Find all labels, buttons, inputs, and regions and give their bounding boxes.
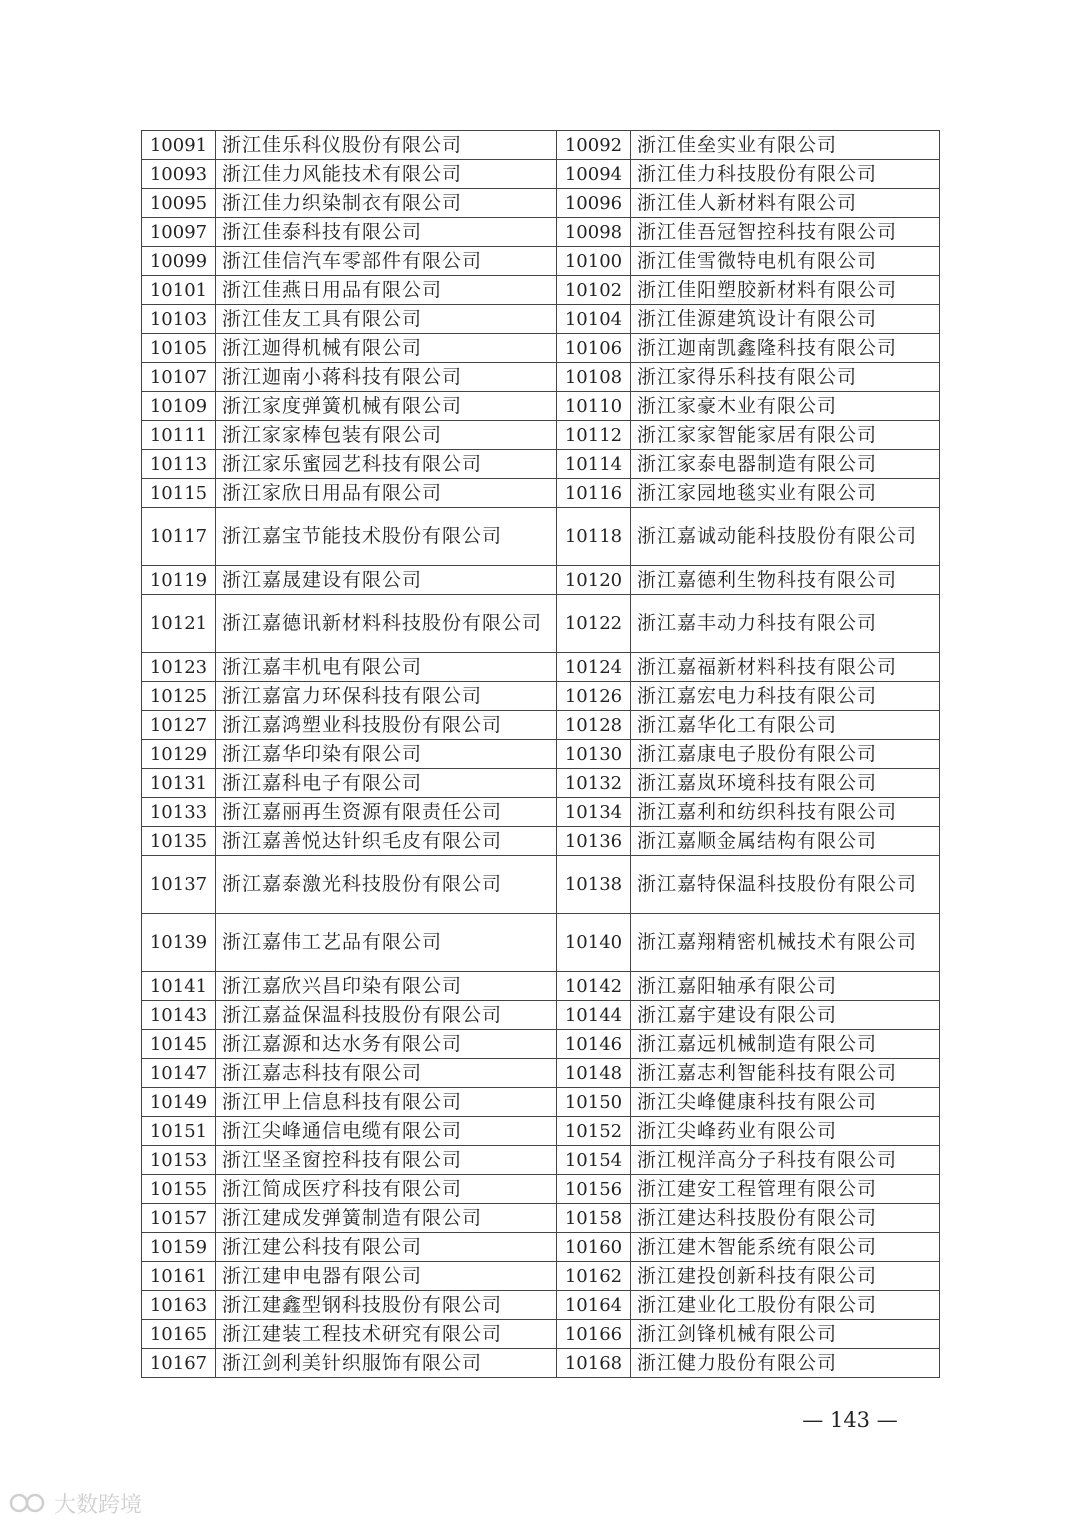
entry-number: 10164	[557, 1291, 631, 1320]
table-row	[142, 363, 940, 392]
entry-number: 10107	[142, 363, 216, 392]
table-row	[142, 1291, 940, 1320]
company-name: 浙江嘉泰激光科技股份有限公司	[216, 856, 557, 914]
company-name: 浙江建鑫型钢科技股份有限公司	[216, 1291, 557, 1320]
entry-number: 10100	[557, 247, 631, 276]
company-name: 浙江建木智能系统有限公司	[631, 1233, 940, 1262]
entry-number: 10110	[557, 392, 631, 421]
company-name: 浙江建装工程技术研究有限公司	[216, 1320, 557, 1349]
entry-number: 10093	[142, 160, 216, 189]
company-name: 浙江嘉德利生物科技有限公司	[631, 566, 940, 595]
entry-number: 10097	[142, 218, 216, 247]
company-name: 浙江家度弹簧机械有限公司	[216, 392, 557, 421]
company-name: 浙江嘉丰动力科技有限公司	[631, 595, 940, 653]
company-list-table	[141, 130, 940, 1378]
table-row	[142, 798, 940, 827]
table-row	[142, 479, 940, 508]
company-name: 浙江佳信汽车零部件有限公司	[216, 247, 557, 276]
company-name: 浙江建业化工股份有限公司	[631, 1291, 940, 1320]
company-name: 浙江佳燕日用品有限公司	[216, 276, 557, 305]
table-body	[142, 131, 940, 1378]
company-name: 浙江嘉志利智能科技有限公司	[631, 1059, 940, 1088]
table-row	[142, 1117, 940, 1146]
entry-number: 10166	[557, 1320, 631, 1349]
company-name: 浙江家得乐科技有限公司	[631, 363, 940, 392]
entry-number: 10150	[557, 1088, 631, 1117]
entry-number: 10116	[557, 479, 631, 508]
table-row	[142, 1262, 940, 1291]
entry-number: 10130	[557, 740, 631, 769]
entry-number: 10105	[142, 334, 216, 363]
entry-number: 10092	[557, 131, 631, 160]
table-row	[142, 1349, 940, 1378]
company-name: 浙江嘉翔精密机械技术有限公司	[631, 914, 940, 972]
company-name: 浙江建申电器有限公司	[216, 1262, 557, 1291]
entry-number: 10117	[142, 508, 216, 566]
company-name: 浙江尖峰药业有限公司	[631, 1117, 940, 1146]
company-name: 浙江建安工程管理有限公司	[631, 1175, 940, 1204]
watermark	[8, 1488, 142, 1518]
table-row	[142, 1233, 940, 1262]
company-name: 浙江嘉宝节能技术股份有限公司	[216, 508, 557, 566]
table-row	[142, 566, 940, 595]
company-name: 浙江健力股份有限公司	[631, 1349, 940, 1378]
entry-number: 10141	[142, 972, 216, 1001]
company-name: 浙江佳力科技股份有限公司	[631, 160, 940, 189]
entry-number: 10135	[142, 827, 216, 856]
company-name: 浙江坚圣窗控科技有限公司	[216, 1146, 557, 1175]
entry-number: 10095	[142, 189, 216, 218]
company-name: 浙江佳力风能技术有限公司	[216, 160, 557, 189]
entry-number: 10167	[142, 1349, 216, 1378]
company-name: 浙江家园地毯实业有限公司	[631, 479, 940, 508]
entry-number: 10120	[557, 566, 631, 595]
table-row	[142, 769, 940, 798]
company-name: 浙江嘉顺金属结构有限公司	[631, 827, 940, 856]
entry-number: 10148	[557, 1059, 631, 1088]
company-name: 浙江家家智能家居有限公司	[631, 421, 940, 450]
company-name: 浙江建投创新科技有限公司	[631, 1262, 940, 1291]
company-name: 浙江嘉鸿塑业科技股份有限公司	[216, 711, 557, 740]
entry-number: 10122	[557, 595, 631, 653]
company-name: 浙江嘉益保温科技股份有限公司	[216, 1001, 557, 1030]
company-name: 浙江佳源建筑设计有限公司	[631, 305, 940, 334]
table-row	[142, 1088, 940, 1117]
company-name: 浙江嘉科电子有限公司	[216, 769, 557, 798]
company-name: 浙江佳友工具有限公司	[216, 305, 557, 334]
table-row	[142, 247, 940, 276]
page-number: — 143 —	[802, 1408, 898, 1432]
company-name: 浙江剑利美针织服饰有限公司	[216, 1349, 557, 1378]
table-row	[142, 827, 940, 856]
company-name: 浙江嘉康电子股份有限公司	[631, 740, 940, 769]
entry-number: 10136	[557, 827, 631, 856]
table-row	[142, 740, 940, 769]
entry-number: 10112	[557, 421, 631, 450]
entry-number: 10101	[142, 276, 216, 305]
entry-number: 10115	[142, 479, 216, 508]
entry-number: 10140	[557, 914, 631, 972]
company-name: 浙江枧洋高分子科技有限公司	[631, 1146, 940, 1175]
company-name: 浙江建成发弹簧制造有限公司	[216, 1204, 557, 1233]
company-name: 浙江家泰电器制造有限公司	[631, 450, 940, 479]
entry-number: 10127	[142, 711, 216, 740]
entry-number: 10138	[557, 856, 631, 914]
company-name: 浙江家乐蜜园艺科技有限公司	[216, 450, 557, 479]
company-name: 浙江佳垒实业有限公司	[631, 131, 940, 160]
entry-number: 10121	[142, 595, 216, 653]
company-name: 浙江建公科技有限公司	[216, 1233, 557, 1262]
entry-number: 10165	[142, 1320, 216, 1349]
table-row	[142, 189, 940, 218]
entry-number: 10111	[142, 421, 216, 450]
entry-number: 10149	[142, 1088, 216, 1117]
entry-number: 10109	[142, 392, 216, 421]
table-row	[142, 218, 940, 247]
company-name: 浙江佳阳塑胶新材料有限公司	[631, 276, 940, 305]
entry-number: 10157	[142, 1204, 216, 1233]
entry-number: 10126	[557, 682, 631, 711]
entry-number: 10147	[142, 1059, 216, 1088]
company-name: 浙江嘉宏电力科技有限公司	[631, 682, 940, 711]
entry-number: 10158	[557, 1204, 631, 1233]
company-name: 浙江家家棒包装有限公司	[216, 421, 557, 450]
entry-number: 10162	[557, 1262, 631, 1291]
company-name: 浙江嘉丰机电有限公司	[216, 653, 557, 682]
table-row	[142, 856, 940, 914]
entry-number: 10156	[557, 1175, 631, 1204]
table-row	[142, 914, 940, 972]
company-name: 浙江嘉富力环保科技有限公司	[216, 682, 557, 711]
company-name: 浙江嘉丽再生资源有限责任公司	[216, 798, 557, 827]
table-row	[142, 305, 940, 334]
table-row	[142, 1146, 940, 1175]
entry-number: 10134	[557, 798, 631, 827]
table-row	[142, 160, 940, 189]
table-row	[142, 392, 940, 421]
entry-number: 10098	[557, 218, 631, 247]
table-row	[142, 1059, 940, 1088]
table-row	[142, 711, 940, 740]
company-name: 浙江佳乐科仪股份有限公司	[216, 131, 557, 160]
entry-number: 10163	[142, 1291, 216, 1320]
company-name: 浙江家豪木业有限公司	[631, 392, 940, 421]
entry-number: 10114	[557, 450, 631, 479]
table-row	[142, 1204, 940, 1233]
entry-number: 10146	[557, 1030, 631, 1059]
entry-number: 10113	[142, 450, 216, 479]
entry-number: 10102	[557, 276, 631, 305]
entry-number: 10133	[142, 798, 216, 827]
entry-number: 10139	[142, 914, 216, 972]
company-name: 浙江佳泰科技有限公司	[216, 218, 557, 247]
entry-number: 10159	[142, 1233, 216, 1262]
watermark-text: 大数跨境	[54, 1492, 143, 1518]
entry-number: 10091	[142, 131, 216, 160]
company-name: 浙江迦南凯鑫隆科技有限公司	[631, 334, 940, 363]
company-name: 浙江甲上信息科技有限公司	[216, 1088, 557, 1117]
company-name: 浙江建达科技股份有限公司	[631, 1204, 940, 1233]
entry-number: 10128	[557, 711, 631, 740]
table-row	[142, 421, 940, 450]
table-row	[142, 972, 940, 1001]
entry-number: 10161	[142, 1262, 216, 1291]
table-row	[142, 1175, 940, 1204]
company-name: 浙江嘉德讯新材料科技股份有限公司	[216, 595, 557, 653]
entry-number: 10152	[557, 1117, 631, 1146]
table-row	[142, 653, 940, 682]
entry-number: 10142	[557, 972, 631, 1001]
entry-number: 10145	[142, 1030, 216, 1059]
table-row	[142, 508, 940, 566]
company-name: 浙江嘉特保温科技股份有限公司	[631, 856, 940, 914]
table-row	[142, 595, 940, 653]
company-name: 浙江迦得机械有限公司	[216, 334, 557, 363]
entry-number: 10125	[142, 682, 216, 711]
entry-number: 10155	[142, 1175, 216, 1204]
entry-number: 10160	[557, 1233, 631, 1262]
entry-number: 10118	[557, 508, 631, 566]
company-name: 浙江家欣日用品有限公司	[216, 479, 557, 508]
entry-number: 10168	[557, 1349, 631, 1378]
entry-number: 10103	[142, 305, 216, 334]
company-name: 浙江嘉华化工有限公司	[631, 711, 940, 740]
company-name: 浙江嘉福新材料科技有限公司	[631, 653, 940, 682]
company-name: 浙江嘉晟建设有限公司	[216, 566, 557, 595]
entry-number: 10131	[142, 769, 216, 798]
company-name: 浙江简成医疗科技有限公司	[216, 1175, 557, 1204]
ring-logo-icon	[8, 1490, 48, 1516]
company-name: 浙江佳力织染制衣有限公司	[216, 189, 557, 218]
company-name: 浙江迦南小蒋科技有限公司	[216, 363, 557, 392]
company-name: 浙江佳人新材料有限公司	[631, 189, 940, 218]
entry-number: 10132	[557, 769, 631, 798]
company-name: 浙江嘉诚动能科技股份有限公司	[631, 508, 940, 566]
table-row	[142, 1320, 940, 1349]
company-name: 浙江嘉志科技有限公司	[216, 1059, 557, 1088]
company-name: 浙江尖峰健康科技有限公司	[631, 1088, 940, 1117]
table-row	[142, 450, 940, 479]
entry-number: 10104	[557, 305, 631, 334]
company-name: 浙江佳雪微特电机有限公司	[631, 247, 940, 276]
entry-number: 10099	[142, 247, 216, 276]
company-name: 浙江嘉欣兴昌印染有限公司	[216, 972, 557, 1001]
company-name: 浙江嘉宇建设有限公司	[631, 1001, 940, 1030]
entry-number: 10153	[142, 1146, 216, 1175]
table-row	[142, 682, 940, 711]
entry-number: 10119	[142, 566, 216, 595]
company-name: 浙江嘉伟工艺品有限公司	[216, 914, 557, 972]
table-row	[142, 1001, 940, 1030]
entry-number: 10124	[557, 653, 631, 682]
company-name: 浙江嘉善悦达针织毛皮有限公司	[216, 827, 557, 856]
entry-number: 10123	[142, 653, 216, 682]
entry-number: 10108	[557, 363, 631, 392]
company-name: 浙江尖峰通信电缆有限公司	[216, 1117, 557, 1146]
company-name: 浙江嘉华印染有限公司	[216, 740, 557, 769]
company-name: 浙江嘉源和达水务有限公司	[216, 1030, 557, 1059]
company-name: 浙江嘉岚环境科技有限公司	[631, 769, 940, 798]
entry-number: 10144	[557, 1001, 631, 1030]
entry-number: 10106	[557, 334, 631, 363]
entry-number: 10154	[557, 1146, 631, 1175]
entry-number: 10143	[142, 1001, 216, 1030]
entry-number: 10151	[142, 1117, 216, 1146]
table-row	[142, 131, 940, 160]
company-name: 浙江佳吾冠智控科技有限公司	[631, 218, 940, 247]
table-row	[142, 334, 940, 363]
table-row	[142, 1030, 940, 1059]
company-name: 浙江嘉利和纺织科技有限公司	[631, 798, 940, 827]
company-name: 浙江嘉远机械制造有限公司	[631, 1030, 940, 1059]
entry-number: 10096	[557, 189, 631, 218]
company-name: 浙江嘉阳轴承有限公司	[631, 972, 940, 1001]
company-name: 浙江剑锋机械有限公司	[631, 1320, 940, 1349]
entry-number: 10129	[142, 740, 216, 769]
entry-number: 10094	[557, 160, 631, 189]
table-row	[142, 276, 940, 305]
entry-number: 10137	[142, 856, 216, 914]
